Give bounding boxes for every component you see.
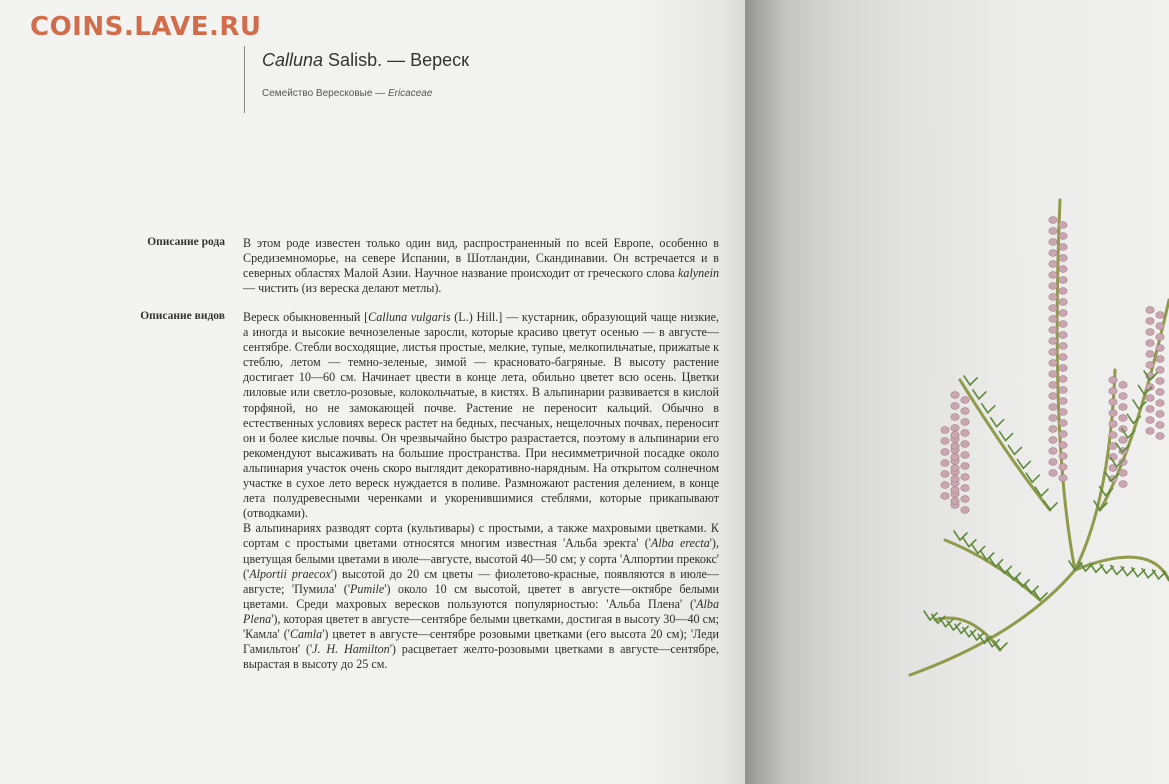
heather-leaf (997, 420, 1004, 427)
heather-flower (951, 432, 959, 439)
heather-leaf (1000, 643, 1007, 650)
heather-leaf (963, 538, 969, 547)
heather-flower (1119, 481, 1127, 488)
heather-flower (1059, 277, 1067, 284)
genus-description-label: Описание рода (147, 236, 225, 248)
heather-flower (1109, 454, 1117, 461)
heather-flower (1156, 389, 1164, 396)
heather-flower (1049, 437, 1057, 444)
heather-flower (941, 427, 949, 434)
heather-flower (1059, 376, 1067, 383)
species-paragraph-1 (243, 310, 719, 521)
heather-flower (1119, 404, 1127, 411)
heather-flower (1059, 332, 1067, 339)
latin-term: Camla (289, 626, 323, 641)
heather-plant-illustration (900, 180, 1169, 700)
text-run: ') расцветает желто-розовыми цветками в августе—сентябре, вырастая в высоту до 25 см. (243, 642, 720, 672)
heather-flower (961, 463, 969, 470)
heather-flower (1146, 362, 1154, 369)
genus-description-text (243, 236, 719, 296)
heather-flower (961, 419, 969, 426)
heather-flower (1146, 307, 1154, 314)
heather-flower (1059, 233, 1067, 240)
heather-flower (1049, 294, 1057, 301)
heather-flower (941, 438, 949, 445)
heather-flower (1049, 349, 1057, 356)
stem (945, 540, 1040, 600)
latin-term: Alba erecta (650, 536, 710, 551)
family-line (262, 88, 432, 99)
species-description-text (243, 310, 719, 672)
heather-flower (1049, 404, 1057, 411)
heather-flower (1059, 442, 1067, 449)
heather-flower (951, 414, 959, 421)
heather-flower (1156, 345, 1164, 352)
watermark: COINS.LAVE.RU (30, 12, 262, 42)
heather-flower (951, 454, 959, 461)
heather-flower (1049, 382, 1057, 389)
heather-flower (961, 441, 969, 448)
heather-leaf (970, 378, 977, 385)
heather-flower (1049, 327, 1057, 334)
heather-flower (1049, 448, 1057, 455)
family-latin: Ericaceae (387, 88, 433, 99)
title-rule (244, 46, 245, 113)
latin-term: J. H. Hamilton (312, 642, 390, 657)
heather-flower (1059, 420, 1067, 427)
heather-leaf (964, 376, 970, 385)
heather-flower (1049, 316, 1057, 323)
heather-leaf (924, 611, 930, 620)
species-description-label: Описание видов (140, 310, 225, 322)
heather-flower (1119, 382, 1127, 389)
heather-flower (1049, 360, 1057, 367)
page-title (262, 50, 469, 71)
heather-leaf (1041, 489, 1048, 496)
heather-flower (1049, 393, 1057, 400)
text-run: В этом роде известен только один вид, распространенный по всей Европе, особенно в Средиземноморье, на севере Испании, в Шотландии, Скандинавии. Он встречается и в северных областях Малой Азии. Научное название происходит от греческого слова (243, 236, 719, 281)
text-run: Вереск обыкновенный [ (243, 310, 369, 324)
heather-flower (1146, 428, 1154, 435)
text-run: — чистить (из вереска делают метлы). (243, 281, 442, 296)
heather-flower (961, 408, 969, 415)
heather-flower (951, 392, 959, 399)
heather-flower (1146, 318, 1154, 325)
heather-flower (951, 476, 959, 483)
heather-flower (1146, 340, 1154, 347)
heather-leaf (1014, 447, 1021, 454)
heather-leaf (991, 418, 997, 427)
heather-flower (961, 474, 969, 481)
heather-flower (1109, 388, 1117, 395)
heather-flower (941, 493, 949, 500)
heather-leaf (1023, 461, 1030, 468)
heather-flower (1049, 261, 1057, 268)
text-run: ') цветет в августе—сентябре розовыми цветками (его высота 20 см); 'Леди Гамильтон' (' (243, 626, 720, 657)
heather-flower (1059, 354, 1067, 361)
heather-flower (1049, 415, 1057, 422)
heather-flower (1059, 244, 1067, 251)
heather-flower (1156, 323, 1164, 330)
text-run: '), цветущая белыми цветами в июле—августе, высотой 40—50 см; у сорта 'Алпортии прекокс' (' (243, 536, 719, 581)
heather-flower (961, 507, 969, 514)
heather-flower (941, 460, 949, 467)
heather-flower (1049, 283, 1057, 290)
heather-flower (1146, 417, 1154, 424)
heather-flower (1156, 356, 1164, 363)
heather-flower (1049, 250, 1057, 257)
heather-flower (1059, 255, 1067, 262)
heather-flower (1049, 239, 1057, 246)
heather-leaf (1133, 400, 1139, 409)
heather-flower (961, 430, 969, 437)
heather-leaf (979, 392, 986, 399)
heather-flower (1059, 266, 1067, 273)
heather-flower (1049, 459, 1057, 466)
heather-flower (961, 397, 969, 404)
heather-flower (1156, 334, 1164, 341)
heather-flower (951, 443, 959, 450)
heather-flower (951, 487, 959, 494)
heather-flower (1146, 395, 1154, 402)
heather-flower (1059, 321, 1067, 328)
heather-flower (1146, 406, 1154, 413)
latin-term: Alportii praecox (249, 566, 331, 581)
heather-flower (1109, 377, 1117, 384)
text-run: В альпинариях разводят сорта (культивары) с простыми, а также махровыми цветками. К сортам с простыми цветами относятся многим известная 'Альба эректа' (' (243, 521, 719, 551)
stem (910, 570, 1075, 675)
latin-term: Alba Plena (243, 596, 719, 626)
heather-flower (961, 452, 969, 459)
heather-flower (1049, 338, 1057, 345)
text-run: (L.) Hill.] — кустарник, образующий чаще низкие, а иногда и высокие вечнозеленые заросли, которые красиво цветут осенью — в августе—сентябре. Стебли восходящие, листья простые, мелкие, тупые, мелкопильчатые, прижатые к стеблю, летом — темно-зеленые, зимой — красновато-багряные. В высоту растение достигает 10—60 см. Начинает цвести в конце лета, обильно цветет всю осень. Цветки лиловые или светло-розовые, колокольчатые, в кистях. В альпинарии развивается в кислой торфяной, но не замокающей почве. Растение не переносит кальций. Обычно в естественных условиях вереск растет на бедных, песчаных, нещелочных почвах, переносит он и более кислые почвы. Он чрезвычайно быстро разрастается, поэтому в альпинарии его рекомендуют высаживать на большие пространства. При несимметричной посадке около альпинария участок очень скоро выглядит декоративно-нарядным. На открытом солнечном участке в сухое лето вереск нуждается в поливе. Размножают растения делением, в конце лета полудревесными черенками и укоренившимися стеблями, которые прикапывают (отводками). (243, 310, 719, 521)
heather-flower (1156, 312, 1164, 319)
heather-flower (1119, 470, 1127, 477)
heather-flower (1156, 411, 1164, 418)
heather-flower (1059, 222, 1067, 229)
text-run: ') высотой до 20 см цветы — фиолетово-красные, появляются в июле—августе; 'Пумила' (' (243, 566, 720, 596)
genus-paragraph (243, 236, 719, 296)
heather-flower (1049, 217, 1057, 224)
heather-flower (1156, 422, 1164, 429)
latin-term: Pumile (350, 581, 385, 596)
heather-flower (941, 449, 949, 456)
latin-term: Calluna vulgaris (368, 310, 451, 324)
heather-flower (1109, 399, 1117, 406)
heather-flower (1119, 415, 1127, 422)
heather-flower (1156, 400, 1164, 407)
heather-flower (1059, 409, 1067, 416)
heather-flower (1049, 272, 1057, 279)
heather-flower (1156, 378, 1164, 385)
heather-flower (1109, 421, 1117, 428)
heather-flower (1059, 310, 1067, 317)
heather-flower (941, 471, 949, 478)
heather-leaf (1000, 432, 1006, 441)
heather-flower (1059, 288, 1067, 295)
heather-leaf (982, 404, 988, 413)
species-paragraph-2 (243, 521, 719, 672)
heather-flower (951, 425, 959, 432)
heather-flower (951, 498, 959, 505)
heather-flower (1119, 393, 1127, 400)
heather-flower (1049, 470, 1057, 477)
heather-flower (1059, 453, 1067, 460)
heather-flower (1049, 371, 1057, 378)
heather-flower (1049, 426, 1057, 433)
text-run: '), которая цветет в августе—сентябре белыми цветками, достигая в высоту 30—40 см; 'Камла' (' (243, 611, 719, 641)
heather-flower (1059, 299, 1067, 306)
heather-flower (1059, 398, 1067, 405)
heather-flower (941, 482, 949, 489)
heather-flower (1146, 351, 1154, 358)
heather-flower (1156, 433, 1164, 440)
heather-flower (1119, 437, 1127, 444)
heather-leaf (1127, 414, 1133, 423)
heather-flower (1059, 365, 1067, 372)
heather-flower (1146, 329, 1154, 336)
heather-flower (1049, 305, 1057, 312)
heather-leaf (988, 406, 995, 413)
heather-flower (961, 496, 969, 503)
heather-leaf (973, 390, 979, 399)
heather-leaf (1050, 503, 1057, 510)
heather-flower (1049, 228, 1057, 235)
heather-flower (1059, 387, 1067, 394)
heather-leaf (1032, 475, 1039, 482)
title-rest: Salisb. — Вереск (323, 50, 469, 70)
heather-flower (1059, 343, 1067, 350)
text-run: ') около 10 см высотой, цветет в августе—октябре белыми цветами. Среди махровых вересков пользуются популярностью: 'Альба Плена' (' (243, 581, 719, 611)
heather-flower (1059, 475, 1067, 482)
latin-term: kalynein (678, 266, 719, 281)
family-ru: Семейство Вересковые — (262, 88, 388, 99)
heather-leaf (954, 531, 960, 540)
genus-name: Calluna (262, 50, 324, 70)
heather-flower (951, 403, 959, 410)
heather-flower (1059, 431, 1067, 438)
heather-flower (961, 485, 969, 492)
heather-flower (1109, 432, 1117, 439)
heather-leaf (1138, 385, 1144, 394)
heather-leaf (1006, 434, 1013, 441)
heather-flower (1059, 464, 1067, 471)
heather-flower (1109, 410, 1117, 417)
heather-flower (951, 465, 959, 472)
